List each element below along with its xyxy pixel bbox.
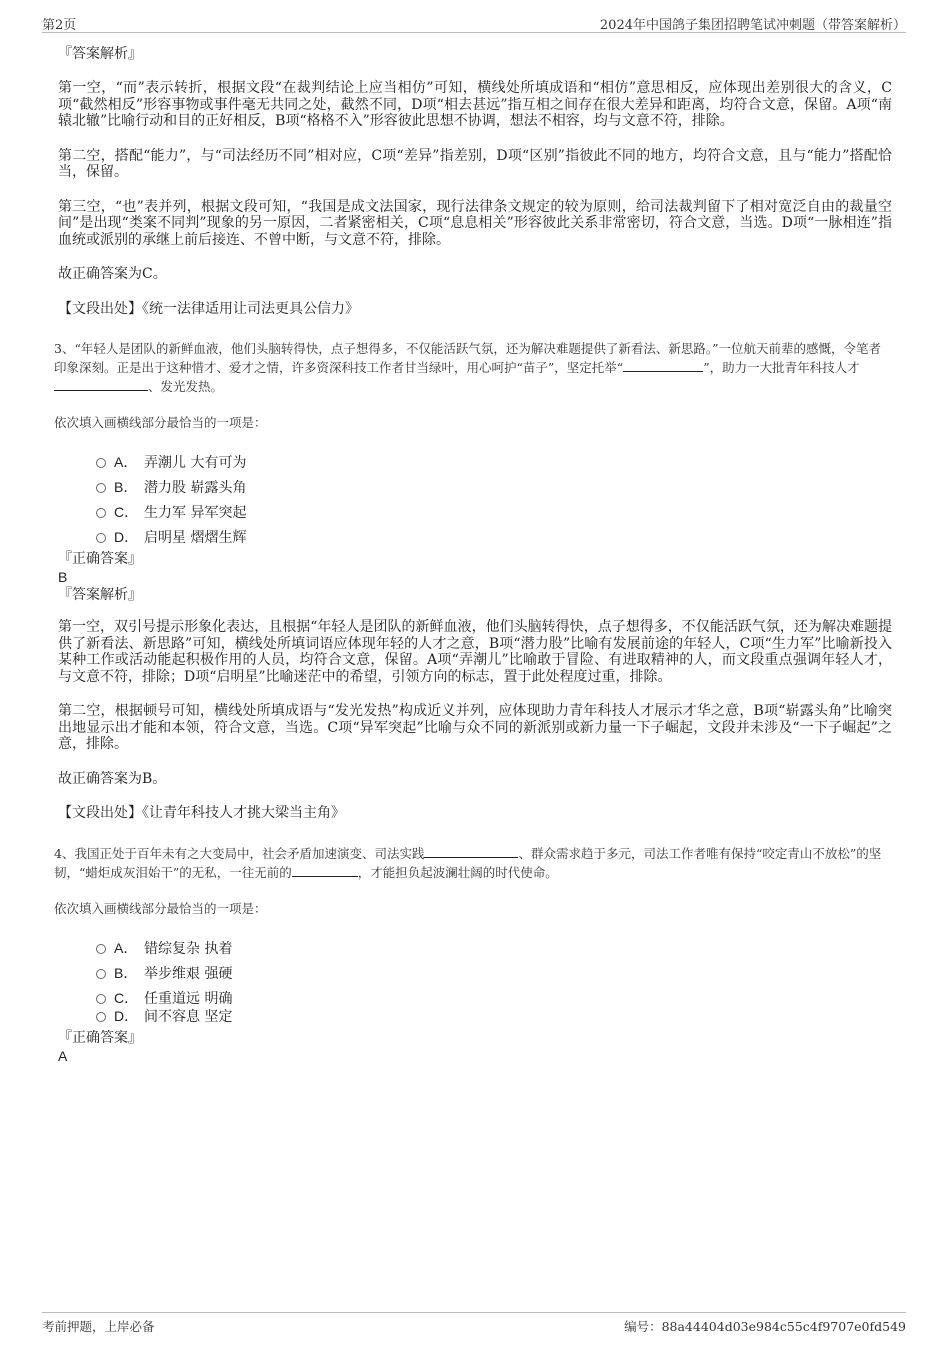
question-4-stem: 4、我国正处于百年未有之大变局中，社会矛盾加速演变、司法实践 、群众需求趋于多元，司法工作者唯有保持“咬定青山不放松”的坚韧，“蜡炬成灰泪始干”的无私，一往无前的 ，才能担负起波澜壮阔的时代使命。 xyxy=(54,845,882,880)
analysis-label: 『答案解析』 xyxy=(58,587,142,603)
radio-button[interactable] xyxy=(96,969,106,979)
page-header xyxy=(42,12,906,33)
radio-button[interactable] xyxy=(96,508,106,518)
option-d[interactable]: D． 间不容息 坚定 xyxy=(58,1004,892,1029)
option-b[interactable]: B． 举步维艰 强硬 xyxy=(58,961,892,986)
option-c[interactable]: C． 任重道远 明确 xyxy=(58,986,892,1004)
option-c[interactable]: C． 生力军 异军突起 xyxy=(58,500,892,525)
option-b[interactable]: B． 潜力股 崭露头角 xyxy=(58,475,892,500)
page-content xyxy=(54,44,892,1065)
analysis-paragraph: 第二空，搭配“能力”，与“司法经历不同”相对应，C项“差异”指差别，D项“区别”指彼此不同的地方，均符合文意，且与“能力”搭配恰当，保留。 xyxy=(58,147,892,180)
radio-button[interactable] xyxy=(96,483,106,493)
correct-answer-label: 『正确答案』 xyxy=(58,1029,142,1046)
correct-answer: B xyxy=(58,569,68,585)
option-a[interactable]: A． 错综复杂 执着 xyxy=(58,936,892,961)
question-4-prompt: 依次填入画横线部分最恰当的一项是： xyxy=(54,900,267,916)
correct-answer-label: 『正确答案』 xyxy=(58,551,142,567)
radio-button[interactable] xyxy=(96,458,106,468)
fill-blank[interactable] xyxy=(424,845,518,858)
analysis-paragraph: 第一空，双引号提示形象化表达，且根据“年轻人是团队的新鲜血液，他们头脑转得快，点子想得多，不仅能活跃气氛，还为解决难题提供了新看法、新思路”可知，横线处所填词语应体现年轻的人才之意，B项“潜力股”比喻有发展前途的年轻人，C项“生力军”比喻新投入某种工作或活动能起积极作用的人员，均符合文意，保留。A项“弄潮儿”比喻敢于冒险、有进取精神的人，而文段重点强调年轻人才，与文意不符，排除；D项“启明星”比喻迷茫中的希望，引领方向的标志，置于此处程度过重，排除。 xyxy=(58,619,892,685)
correct-answer: A xyxy=(58,1047,68,1064)
source-citation: 【文段出处】《统一法律适用让司法更具公信力》 xyxy=(58,300,359,317)
document-id: 编号：88a44404d03e984c55c4f9707e0fd549 xyxy=(624,1319,906,1334)
fill-blank[interactable] xyxy=(292,864,358,877)
page-footer xyxy=(42,1312,906,1335)
fill-blank[interactable] xyxy=(54,378,148,391)
radio-button[interactable] xyxy=(96,1012,106,1022)
question-3-stem: 3、“年轻人是团队的新鲜血液，他们头脑转得快，点子想得多，不仅能活跃气氛，还为解决难题提供了新看法、新思路。”一位航天前辈的感慨，令笔者印象深刻。正是出于这种惜才、爱才之情，许多资深科技工作者甘当绿叶，用心呵护“苗子”，坚定托举“ ”，助力一大批青年科技人才、发光发热。 xyxy=(54,341,881,394)
analysis-paragraph: 第二空，根据顿号可知，横线处所填成语与“发光发热”构成近义并列，应体现助力青年科技人才展示才华之意，B项“崭露头角”比喻突出地显示出才能和本领，符合文意，当选。C项“异军突起”比喻与众不同的新派别或新力量一下子崛起，文段并未涉及“一下子崛起”之意，排除。 xyxy=(58,703,892,752)
radio-button[interactable] xyxy=(96,944,106,954)
conclusion: 故正确答案为B。 xyxy=(58,770,167,787)
analysis-paragraph: 第三空，“也”表并列，根据文段可知，“我国是成文法国家，现行法律条文规定的较为原则，给司法裁判留下了相对宽泛自由的裁量空间”是出现“类案不同判”现象的另一原因，二者紧密相关，C项“息息相关”形容彼此关系非常密切，符合文意，当选。D项“一脉相连”指血统或派别的承继上前后接连、不曾中断，与文意不符，排除。 xyxy=(58,198,892,248)
document-title: 2024年中国鸽子集团招聘笔试冲刺题（带答案解析） xyxy=(599,18,906,33)
option-d[interactable]: D． 启明星 熠熠生辉 xyxy=(58,525,892,550)
fill-blank[interactable] xyxy=(623,359,703,372)
analysis-paragraph: 第一空，“而”表示转折，根据文段“在裁判结论上应当相仿”可知，横线处所填成语和“相仿”意思相反，应体现出差别很大的含义，C项“截然相反”形容事物或事件毫无共同之处，截然不同，D项“相去甚远”指互相之间存在很大差异和距离，均符合文意，保留。A项“南辕北辙”比喻行动和目的正好相反，B项“格格不入”形容彼此思想不协调，想法不相容，均与文意不符，排除。 xyxy=(58,80,892,129)
question-4-options xyxy=(58,936,892,1029)
question-3-prompt: 依次填入画横线部分最恰当的一项是： xyxy=(54,415,267,430)
conclusion: 故正确答案为C。 xyxy=(58,266,167,282)
radio-button[interactable] xyxy=(96,533,106,543)
source-citation: 【文段出处】《让青年科技人才挑大梁当主角》 xyxy=(58,805,345,821)
page-number: 第2页 xyxy=(42,18,77,33)
option-a[interactable]: A． 弄潮儿 大有可为 xyxy=(58,450,892,475)
footer-slogan: 考前押题，上岸必备 xyxy=(42,1319,155,1334)
analysis-label: 『答案解析』 xyxy=(58,46,142,62)
radio-button[interactable] xyxy=(96,994,106,1004)
question-3-options xyxy=(58,450,892,550)
